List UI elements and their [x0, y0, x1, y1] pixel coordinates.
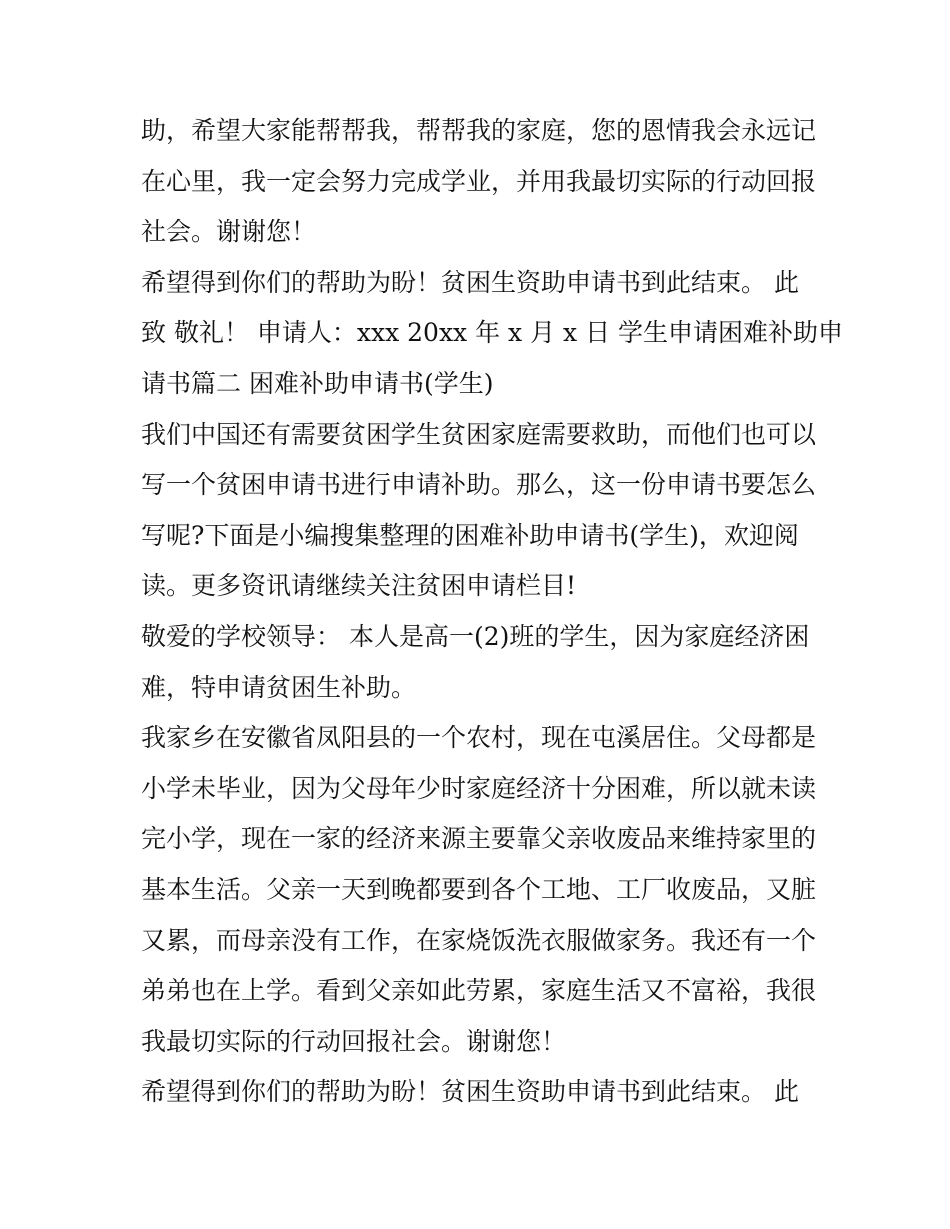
text-line: 致 敬礼！ 申请人：xxx 20xx 年 x 月 x 日 学生申请困难补助申 [141, 318, 844, 348]
text-line: 难，特申请贫困生补助。 [141, 672, 417, 702]
paragraph-final [141, 1067, 813, 1118]
text-line: 敬爱的学校领导： 本人是高一(2)班的学生，因为家庭经济困 [141, 621, 810, 651]
text-line: 读。更多资讯请继续关注贫困申请栏目! [141, 571, 577, 601]
text-line: 小学未毕业，因为父母年少时家庭经济十分困难，所以就未读 [141, 773, 817, 803]
text-line: 希望得到你们的帮助为盼！贫困生资助申请书到此结束。 此 [141, 1077, 799, 1107]
text-line: 写一个贫困申请书进行申请补助。那么，这一份申请书要怎么 [141, 470, 817, 500]
text-line: 弟弟也在上学。看到父亲如此劳累，家庭生活又不富裕，我很 [141, 976, 817, 1006]
paragraph-closing-thanks [141, 106, 817, 258]
text-line: 我最切实际的行动回报社会。谢谢您！ [141, 1026, 567, 1056]
text-line: 又累，而母亲没有工作，在家烧饭洗衣服做家务。我还有一个 [141, 925, 817, 955]
text-line: 我家乡在安徽省凤阳县的一个农村，现在屯溪居住。父母都是 [141, 723, 817, 753]
text-line: 助，希望大家能帮帮我，帮帮我的家庭，您的恩情我会永远记 [141, 116, 817, 145]
text-line: 写呢?下面是小编搜集整理的困难补助申请书(学生)，欢迎阅 [141, 520, 799, 550]
text-line: 希望得到你们的帮助为盼！贫困生资助申请书到此结束。 此 [141, 267, 799, 297]
document-body [141, 106, 844, 1118]
text-line: 社会。谢谢您！ [141, 217, 317, 247]
paragraph-salutation [141, 612, 813, 713]
paragraph-signature [141, 258, 844, 410]
text-line: 完小学，现在一家的经济来源主要靠父亲收废品来维持家里的 [141, 824, 817, 854]
text-line: 在心里，我一定会努力完成学业，并用我最切实际的行动回报 [141, 166, 817, 196]
text-line: 基本生活。父亲一天到晚都要到各个工地、工厂收废品，又脏 [141, 874, 817, 904]
paragraph-intro [141, 410, 817, 612]
text-line: 请书篇二 困难补助申请书(学生) [141, 368, 494, 398]
text-line: 我们中国还有需要贫困学生贫困家庭需要救助，而他们也可以 [141, 419, 817, 449]
paragraph-family-background [141, 713, 817, 1067]
